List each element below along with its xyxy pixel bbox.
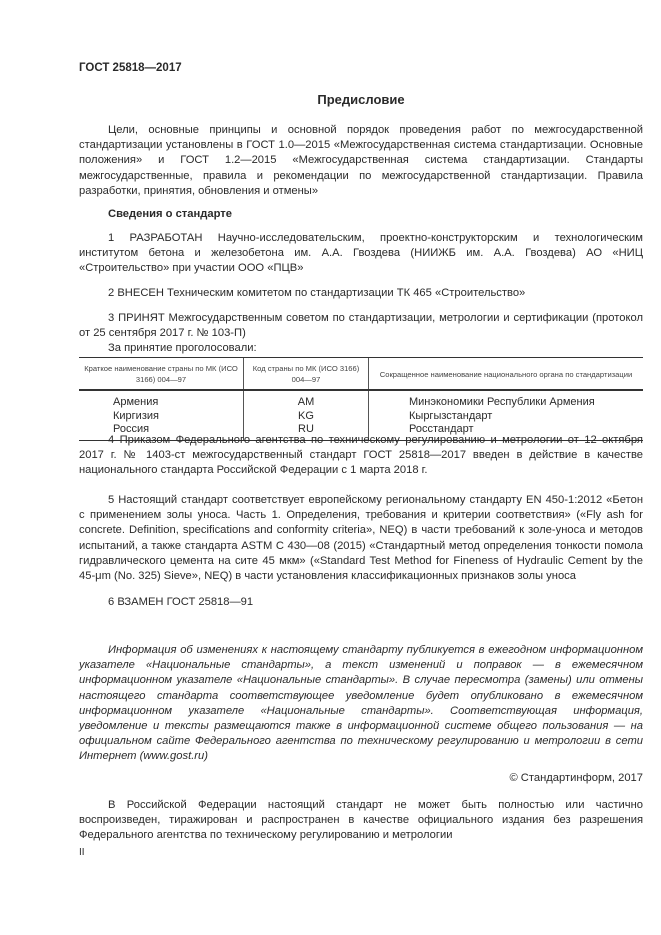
country-code: AM — [297, 396, 315, 408]
national-body: Кыргызстандарт — [409, 409, 493, 422]
intro-paragraph: Цели, основные принципы и основной порядок проведения работ по межгосударственной стандартизации установлены в ГОСТ 1.0—2015 «Межгосударственная система стандартизации. Основные положения» и ГОСТ 1.2—2015 «Межгосударственная система стандартизации. Стандарты межгосударственные, правила и рекомендации по межгосударственной стандартизации. Правила разработки, принятия, обновления и отмены» — [79, 124, 643, 197]
country-name: Киргизия — [113, 409, 159, 422]
country-code: RU — [298, 423, 314, 435]
page-number: II — [79, 847, 85, 858]
column-header: Сокращенное наименование национального органа по стандартизации — [369, 358, 644, 390]
voting-table — [79, 357, 643, 441]
restriction-paragraph: В Российской Федерации настоящий стандарт не может быть полностью или частично воспроизведен, тиражирован и распространен в качестве официального издания без разрешения Федерального агентства по техническому регулированию и метрологии — [79, 799, 643, 842]
copyright: © Стандартинформ, 2017 — [509, 772, 643, 784]
column-header: Код страны по МК (ИСО 3166) 004—97 — [244, 358, 369, 390]
page-title: Предисловие — [317, 92, 405, 107]
section-title: Сведения о стандарте — [108, 208, 232, 220]
country-name: Россия — [113, 423, 150, 435]
national-body: Минэкономики Республики Армения — [409, 396, 595, 408]
voted-label: За принятие проголосовали: — [108, 342, 257, 354]
country-code: KG — [298, 409, 314, 422]
item-2: 2 ВНЕСЕН Техническим комитетом по стандартизации ТК 465 «Строительство» — [108, 287, 526, 299]
country-name: Армения — [113, 396, 159, 408]
national-body: Росстандарт — [409, 423, 474, 435]
item-4: 4 Приказом Федерального агентства по техническому регулированию и метрологии от 12 октября 2017 г. № 1403-ст межгосударственный стандарт ГОСТ 25818—2017 введен в действие в качестве национального стандарта Российской Федерации с 1 марта 2018 г. — [79, 434, 643, 477]
item-1: 1 РАЗРАБОТАН Научно-исследовательским, проектно-конструкторским и технологическим институтом бетона и железобетона им. А.А. Гвоздева (НИИЖБ им. А.А. Гвоздева) АО «НИЦ «Строительство» при участии ООО «ПЦВ» — [79, 232, 643, 275]
table-header-row — [79, 358, 643, 390]
document-header: ГОСТ 25818—2017 — [79, 62, 182, 74]
amendments-notice: Информация об изменениях к настоящему стандарту публикуется в ежегодном информационном указателе «Национальные стандарты», а текст изменений и поправок — в ежемесячном информационном указателе «Национальные стандарты». В случае пересмотра (замены) или отмены настоящего стандарта соответствующее уведомление будет опубликовано в ежемесячном информационном указателе «Национальные стандарты». Соответствующая информация, уведомление и тексты размещаются также в информационной системе общего пользования — на официальном сайте Федерального агентства по техническому регулированию и метрологии в сети Интернет (www.gost.ru) — [79, 644, 643, 763]
column-header: Краткое наименование страны по МК (ИСО 3166) 004—97 — [79, 358, 244, 390]
item-5: 5 Настоящий стандарт соответствует европейскому региональному стандарту EN 450-1:2012 «Бетон с применением золы уноса. Часть 1. Определения, требования и критерии соответствия» («Fly ash for concrete. Definition, specifications and conformity criteria», NEQ) в части требований к золе-уноса и методов испытаний, а также стандарта ASTM C 430—08 (2015) «Стандартный метод определения тонкости помола гидравлического цемента на сите 45 мкм» («Standard Test Method for Fineness of Hydraulic Cement by the 45-μm (No. 325) Sieve», NEQ) в части установления классификационных признаков золы уноса — [79, 494, 643, 583]
item-6: 6 ВЗАМЕН ГОСТ 25818—91 — [108, 596, 254, 608]
item-3: 3 ПРИНЯТ Межгосударственным советом по стандартизации, метрологии и сертификации (протокол от 25 сентября 2017 г. № 103-П) — [79, 312, 643, 340]
